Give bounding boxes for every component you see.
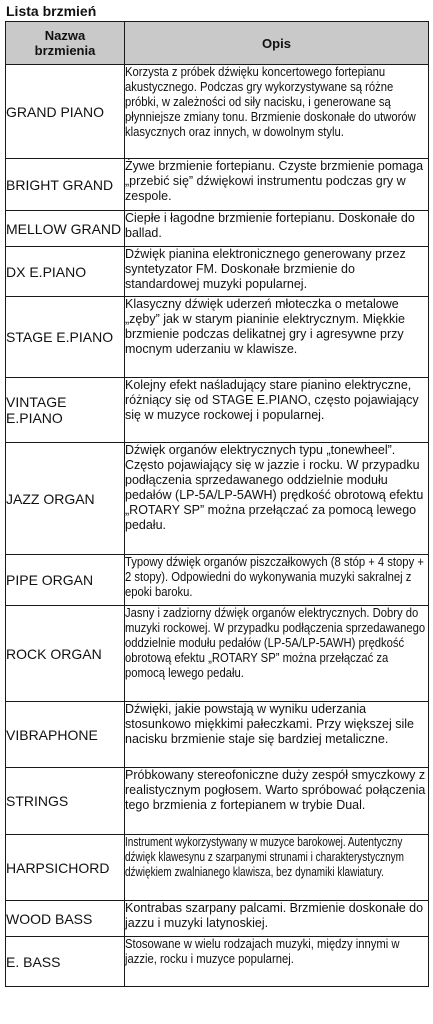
table-row [6, 65, 429, 159]
voice-name: BRIGHT GRAND [6, 159, 125, 211]
table-row [6, 606, 429, 702]
table-row [6, 211, 429, 247]
page-title: Lista brzmień [6, 3, 97, 19]
voice-name: MELLOW GRAND [6, 211, 125, 247]
table-row [6, 378, 429, 443]
voice-name: STAGE E.PIANO [6, 297, 125, 378]
table-row [6, 159, 429, 211]
table-row [6, 768, 429, 835]
voice-description: Dźwięk organów elektrycznych typu „tonewheel”. Często pojawiający się w jazzie i rocku. W przypadku podłączenia sprzedawanego oddzielnie modułu pedałów (LP-5A/LP-5AWH) prędkość obrotową efektu „ROTARY SP” można przełączać za pomocą lewego pedału. [125, 443, 429, 555]
table-header-row [6, 22, 429, 65]
voice-description: Korzysta z próbek dźwięku koncertowego fortepianu akustycznego. Podczas gry wykorzystywane są różne próbki, w zależności od siły nacisku, i generowane są płynniejsze zmiany tonu. Brzmienie doskonałe do utworów klasycznych oraz innych, w dowolnym stylu. [125, 65, 429, 159]
voice-name: WOOD BASS [6, 901, 125, 937]
voice-description: Kolejny efekt naśladujący stare pianino elektryczne, różniący się od STAGE E.PIANO, często pojawiający się w muzyce rockowej i popularnej. [125, 378, 429, 443]
voice-name: STRINGS [6, 768, 125, 835]
table-row [6, 443, 429, 555]
table-row [6, 555, 429, 606]
voice-name: E. BASS [6, 937, 125, 987]
voice-name: ROCK ORGAN [6, 606, 125, 702]
voice-name: GRAND PIANO [6, 65, 125, 159]
voice-name: VINTAGE E.PIANO [6, 378, 125, 443]
voice-description: Żywe brzmienie fortepianu. Czyste brzmienie pomaga „przebić się” dźwiękowi instrumentu podczas gry w zespole. [125, 159, 429, 211]
voice-description: Typowy dźwięk organów piszczałkowych (8 stóp + 4 stopy + 2 stopy). Odpowiedni do wykonywania muzyki sakralnej z epoki baroku. [125, 555, 429, 606]
voice-name: VIBRAPHONE [6, 702, 125, 768]
header-description: Opis [125, 22, 429, 65]
voice-name: HARPSICHORD [6, 835, 125, 901]
voice-description: Klasyczny dźwięk uderzeń młoteczka o metalowe „zęby” jak w starym pianinie elektrycznym. Miękkie brzmienie podczas delikatnej gry i agresywne przy mocnym uderzaniu w klawisze. [125, 297, 429, 378]
voice-name: DX E.PIANO [6, 247, 125, 297]
voice-description: Ciepłe i łagodne brzmienie fortepianu. Doskonałe do ballad. [125, 211, 429, 247]
table-row [6, 247, 429, 297]
voice-description: Próbkowany stereofoniczne duży zespół smyczkowy z realistycznym pogłosem. Warto spróbować połączenia tego brzmienia z fortepianem w trybie Dual. [125, 768, 429, 835]
voice-description: Instrument wykorzystywany w muzyce barokowej. Autentyczny dźwięk klawesynu z szarpanymi strunami i charakterystycznym dźwiękiem zwalnianego klawisza, bez dynamiki klawiatury. [125, 835, 429, 901]
voice-name: JAZZ ORGAN [6, 443, 125, 555]
voice-description: Kontrabas szarpany palcami. Brzmienie doskonałe do jazzu i muzyki latynoskiej. [125, 901, 429, 937]
voice-name: PIPE ORGAN [6, 555, 125, 606]
table-row [6, 297, 429, 378]
voice-description: Stosowane w wielu rodzajach muzyki, między innymi w jazzie, rocku i muzyce popularnej. [125, 937, 429, 987]
voice-description: Dźwięk pianina elektronicznego generowany przez syntetyzator FM. Doskonałe brzmienie do standardowej muzyki popularnej. [125, 247, 429, 297]
header-voice-name: Nazwa brzmienia [6, 22, 125, 65]
table-row [6, 702, 429, 768]
table-row [6, 901, 429, 937]
voice-list-table [5, 21, 429, 987]
voice-description: Jasny i zadziorny dźwięk organów elektrycznych. Dobry do muzyki rockowej. W przypadku podłączenia sprzedawanego oddzielnie modułu pedałów (LP-5A/LP-5AWH) prędkość obrotową efektu „ROTARY SP” można przełączać za pomocą lewego pedału. [125, 606, 429, 702]
table-row [6, 835, 429, 901]
table-row [6, 937, 429, 987]
voice-description: Dźwięki, jakie powstają w wyniku uderzania stosunkowo miękkimi pałeczkami. Przy większej sile nacisku brzmienie staje się bardziej metaliczne. [125, 702, 429, 768]
